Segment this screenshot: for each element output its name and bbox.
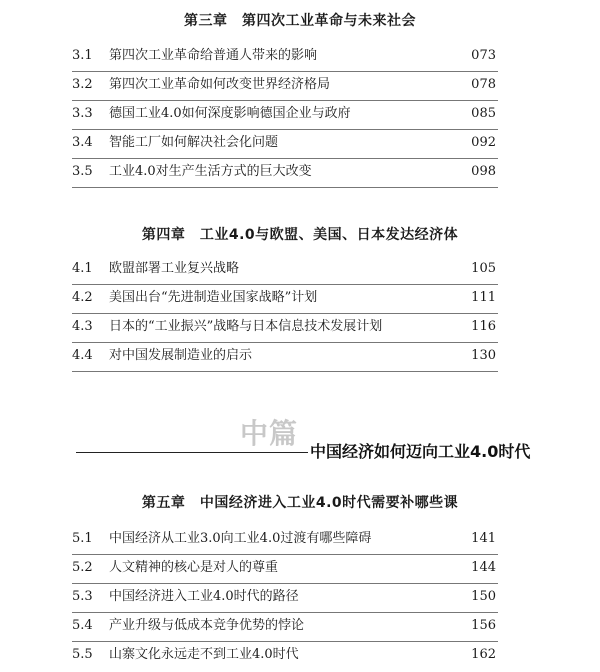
entry-page: 078 bbox=[471, 77, 496, 92]
entry-page: 073 bbox=[471, 48, 496, 63]
toc-entry[interactable] bbox=[72, 587, 498, 607]
toc-entry[interactable] bbox=[72, 288, 498, 308]
part-rule bbox=[76, 452, 308, 453]
entry-rule bbox=[72, 284, 498, 285]
toc-entry[interactable] bbox=[72, 259, 498, 279]
entry-rule bbox=[72, 187, 498, 188]
toc-entry[interactable] bbox=[72, 645, 498, 665]
entry-rule bbox=[72, 313, 498, 314]
entry-page: 098 bbox=[471, 164, 496, 179]
entry-title: 第四次工业革命如何改变世界经济格局 bbox=[109, 77, 331, 92]
toc-entry[interactable] bbox=[72, 133, 498, 153]
entry-rule bbox=[72, 641, 498, 642]
entry-number: 3.4 bbox=[72, 135, 93, 150]
entry-page: 130 bbox=[471, 348, 496, 363]
entry-page: 116 bbox=[471, 319, 496, 334]
entry-number: 4.4 bbox=[72, 348, 93, 363]
entry-number: 5.5 bbox=[72, 647, 93, 662]
entry-title: 智能工厂如何解决社会化问题 bbox=[109, 135, 279, 150]
entry-number: 4.2 bbox=[72, 290, 93, 305]
part-prefix: 中篇 bbox=[240, 417, 299, 450]
toc-entry[interactable] bbox=[72, 529, 498, 549]
entry-number: 3.2 bbox=[72, 77, 93, 92]
entry-title: 对中国发展制造业的启示 bbox=[109, 348, 253, 363]
entry-title: 德国工业4.0如何深度影响德国企业与政府 bbox=[109, 106, 351, 121]
entry-page: 144 bbox=[471, 560, 496, 575]
part-divider bbox=[0, 410, 600, 470]
entry-page: 150 bbox=[471, 589, 496, 604]
toc-entry[interactable] bbox=[72, 616, 498, 636]
entry-page: 111 bbox=[471, 290, 496, 305]
entry-page: 105 bbox=[471, 261, 496, 276]
entry-page: 162 bbox=[471, 647, 496, 662]
toc-entry[interactable] bbox=[72, 558, 498, 578]
entry-number: 3.3 bbox=[72, 106, 93, 121]
entry-title: 美国出台“先进制造业国家战略”计划 bbox=[109, 290, 318, 305]
entry-number: 5.3 bbox=[72, 589, 93, 604]
toc-entry[interactable] bbox=[72, 104, 498, 124]
toc-entry[interactable] bbox=[72, 317, 498, 337]
entry-rule bbox=[72, 583, 498, 584]
toc-entry[interactable] bbox=[72, 75, 498, 95]
entry-number: 3.1 bbox=[72, 48, 93, 63]
entry-title: 工业4.0对生产生活方式的巨大改变 bbox=[109, 164, 312, 179]
entry-number: 4.1 bbox=[72, 261, 93, 276]
entry-title: 日本的“工业振兴”战略与日本信息技术发展计划 bbox=[109, 319, 383, 334]
toc-entry[interactable] bbox=[72, 162, 498, 182]
entry-title: 中国经济从工业3.0向工业4.0过渡有哪些障碍 bbox=[109, 531, 372, 546]
entry-rule bbox=[72, 612, 498, 613]
entry-rule bbox=[72, 342, 498, 343]
entry-number: 3.5 bbox=[72, 164, 93, 179]
entry-number: 5.1 bbox=[72, 531, 93, 546]
entry-page: 141 bbox=[471, 531, 496, 546]
chapter-heading: 第三章 第四次工业革命与未来社会 bbox=[184, 13, 416, 29]
entry-number: 4.3 bbox=[72, 319, 93, 334]
entry-title: 产业升级与低成本竞争优势的悖论 bbox=[109, 618, 305, 633]
toc-entry[interactable] bbox=[72, 346, 498, 366]
toc-entry[interactable] bbox=[72, 46, 498, 66]
entry-rule bbox=[72, 371, 498, 372]
entry-number: 5.2 bbox=[72, 560, 93, 575]
entry-rule bbox=[72, 71, 498, 72]
chapter-heading: 第四章 工业4.0与欧盟、美国、日本发达经济体 bbox=[141, 227, 459, 243]
entry-number: 5.4 bbox=[72, 618, 93, 633]
entry-page: 085 bbox=[471, 106, 496, 121]
entry-title: 山寨文化永远走不到工业4.0时代 bbox=[109, 647, 299, 662]
entry-rule bbox=[72, 129, 498, 130]
entry-rule bbox=[72, 100, 498, 101]
entry-title: 第四次工业革命给普通人带来的影响 bbox=[109, 48, 318, 63]
entry-title: 人文精神的核心是对人的尊重 bbox=[109, 560, 279, 575]
entry-rule bbox=[72, 158, 498, 159]
entry-title: 中国经济进入工业4.0时代的路径 bbox=[109, 589, 299, 604]
entry-title: 欧盟部署工业复兴战略 bbox=[109, 261, 240, 276]
entry-page: 156 bbox=[471, 618, 496, 633]
entry-page: 092 bbox=[471, 135, 496, 150]
entry-rule bbox=[72, 554, 498, 555]
chapter-heading: 第五章 中国经济进入工业4.0时代需要补哪些课 bbox=[141, 495, 459, 511]
part-title: 中国经济如何迈向工业4.0时代 bbox=[310, 442, 531, 461]
